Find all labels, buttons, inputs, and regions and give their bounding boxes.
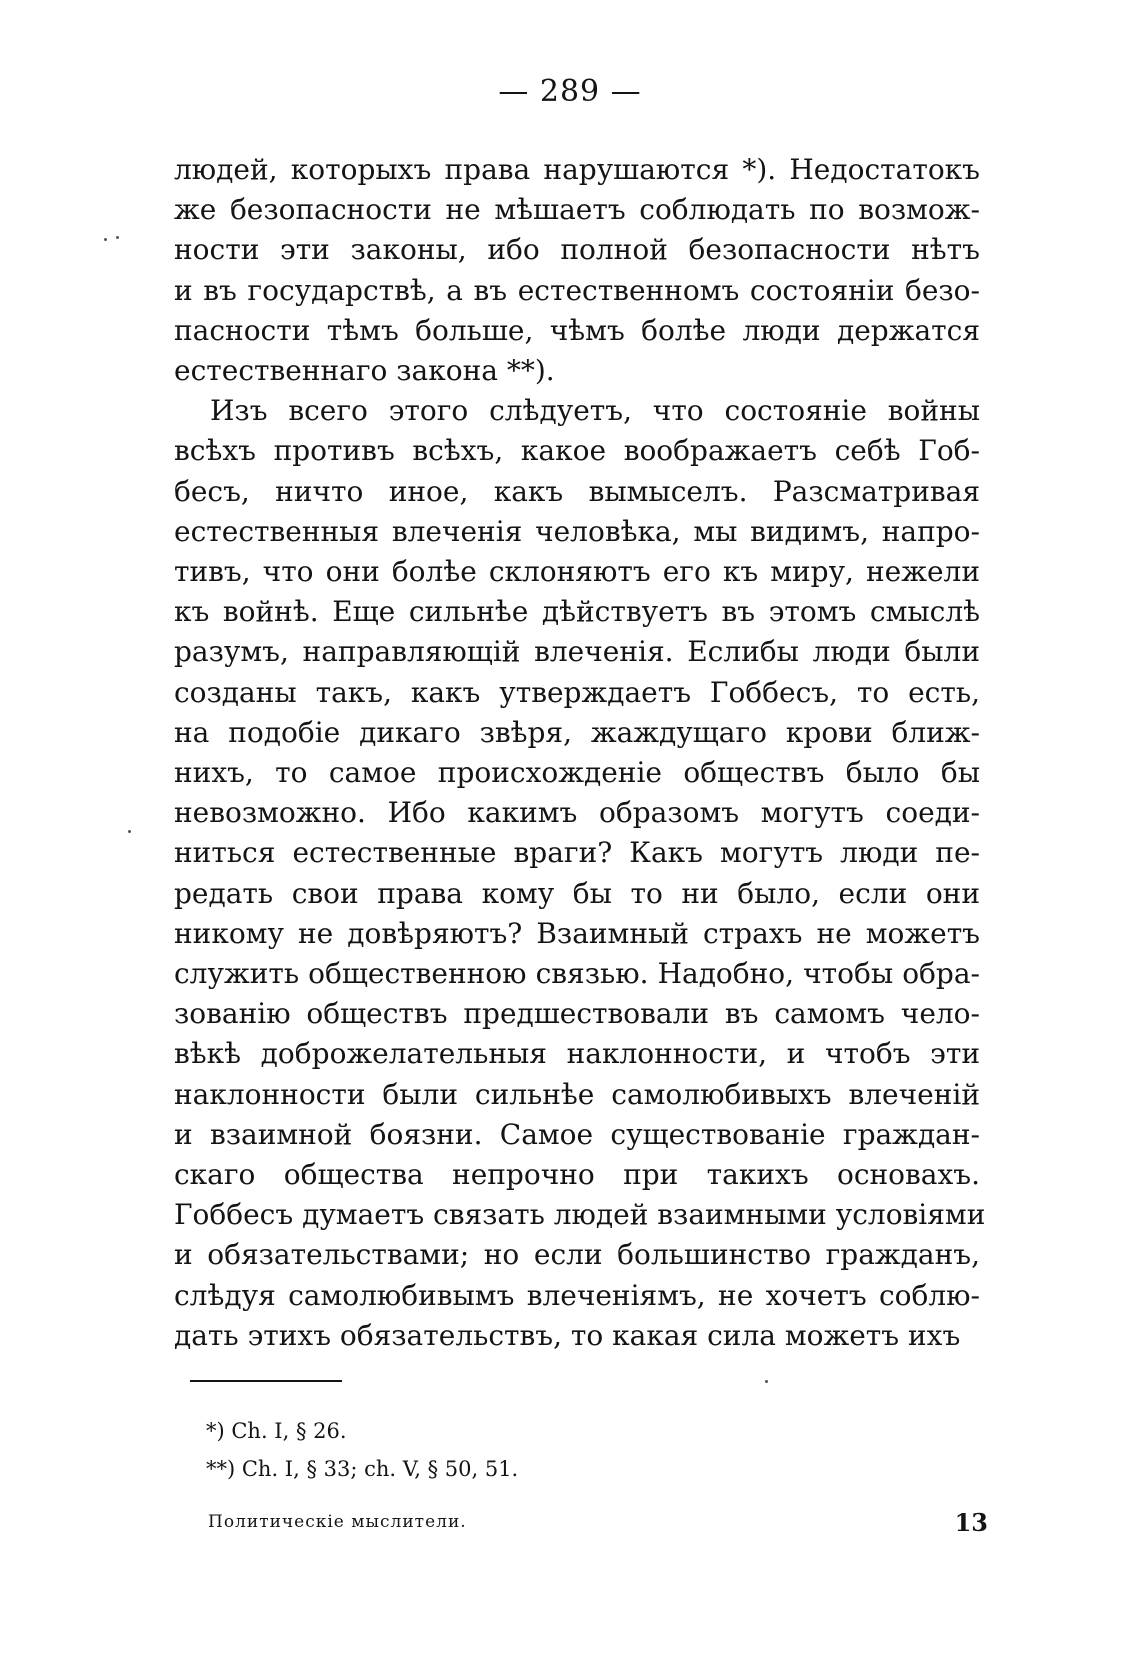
- paragraph: [174, 391, 986, 1356]
- text-line: естественныя влеченія человѣка, мы видимъ, напро-: [174, 514, 980, 548]
- sheet-number: 13: [954, 1508, 988, 1537]
- text-line: на подобіе дикаго звѣря, жаждущаго крови ближ-: [174, 715, 980, 749]
- paragraph: [174, 150, 980, 391]
- text-line: редать свои права кому бы то ни было, если они: [174, 876, 980, 910]
- text-line: наклонности были сильнѣе самолюбивыхъ влеченій: [174, 1077, 980, 1111]
- paper-speck: [104, 238, 107, 241]
- text-line: невозможно. Ибо какимъ образомъ могутъ соеди-: [174, 796, 980, 830]
- text-line: Изъ всего этого слѣдуетъ, что состояніе войны: [210, 394, 980, 428]
- text-line: ниться естественные враги? Какъ могутъ люди пе-: [174, 836, 980, 870]
- text-line: нихъ, то самое происхожденіе обществъ было бы: [174, 756, 980, 790]
- text-line: ности эти законы, ибо полной безопасности нѣтъ: [174, 233, 980, 267]
- text-line: и въ государствѣ, а въ естественномъ состояніи безо-: [174, 273, 980, 307]
- body-text: [174, 150, 986, 1356]
- text-line: естественнаго закона **).: [174, 354, 555, 388]
- footnote-divider: [190, 1380, 342, 1382]
- text-line: зованію обществъ предшествовали въ самомъ чело-: [174, 997, 980, 1031]
- text-line: дать этихъ обязательствъ, то какая сила можетъ ихъ: [174, 1318, 961, 1352]
- text-line: служить общественною связью. Надобно, чтобы обра-: [174, 957, 980, 991]
- paper-speck: [765, 1380, 768, 1383]
- text-line: пасности тѣмъ больше, чѣмъ болѣе люди держатся: [174, 313, 980, 347]
- footnote: *) Ch. I, § 26.: [206, 1419, 347, 1443]
- text-line: бесъ, ничто иное, какъ вымыселъ. Разсматривая: [174, 474, 980, 508]
- text-line: же безопасности не мѣшаетъ соблюдать по возмож-: [174, 193, 980, 227]
- text-line: и обязательствами; но если большинство гражданъ,: [174, 1238, 980, 1272]
- text-line: и взаимной боязни. Самое существованіе граждан-: [174, 1117, 980, 1151]
- footnotes: [206, 1412, 906, 1488]
- text-line: всѣхъ противъ всѣхъ, какое воображаетъ себѣ Гоб-: [174, 434, 980, 468]
- page-number: — 289 —: [498, 74, 642, 109]
- text-line: слѣдуя самолюбивымъ влеченіямъ, не хочетъ соблю-: [174, 1278, 980, 1312]
- text-line: вѣкѣ доброжелательныя наклонности, и чтобъ эти: [174, 1037, 980, 1071]
- text-line: разумъ, направляющій влеченія. Еслибы люди были: [174, 635, 980, 669]
- footnote: **) Ch. I, § 33; ch. V, § 50, 51.: [206, 1457, 519, 1481]
- page-footer: [208, 1508, 988, 1542]
- paper-speck: [128, 830, 131, 833]
- text-line: тивъ, что они болѣе склоняютъ его къ миру, нежели: [174, 555, 980, 589]
- text-line: скаго общества непрочно при такихъ основахъ.: [174, 1158, 980, 1192]
- paper-speck: [116, 236, 119, 239]
- printer-signature: Политическіе мыслители.: [208, 1512, 467, 1532]
- text-line: никому не довѣряютъ? Взаимный страхъ не можетъ: [174, 916, 980, 950]
- text-line: созданы такъ, какъ утверждаетъ Гоббесъ, то есть,: [174, 675, 980, 709]
- text-line: Гоббесъ думаетъ связать людей взаимными условіями: [174, 1198, 986, 1232]
- text-line: людей, которыхъ права нарушаются *). Недостатокъ: [174, 153, 980, 186]
- text-line: къ войнѣ. Еще сильнѣе дѣйствуетъ въ этомъ смыслѣ: [174, 595, 980, 629]
